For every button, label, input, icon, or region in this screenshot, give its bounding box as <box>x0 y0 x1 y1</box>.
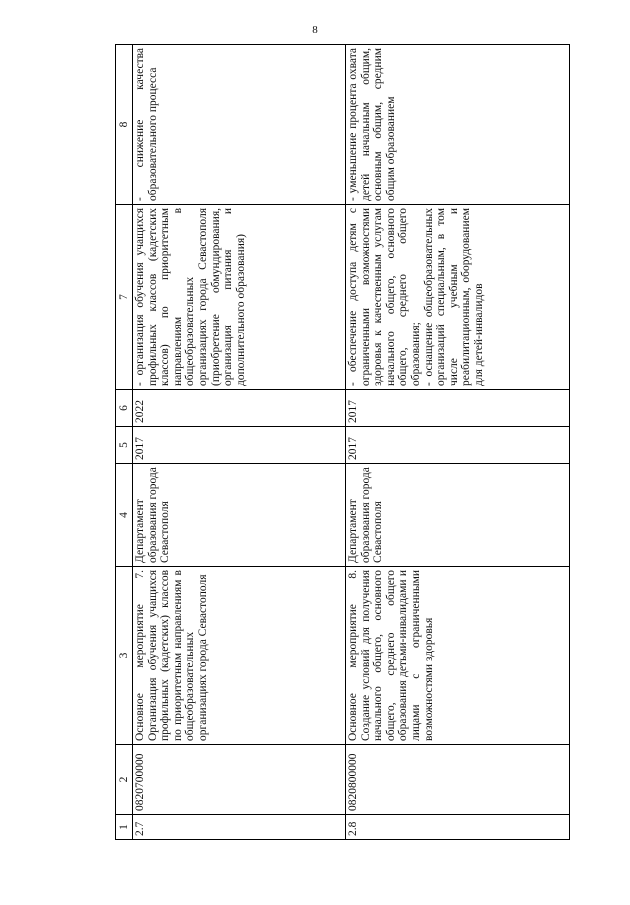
executor: Департамент образования города Севастополя <box>133 464 346 567</box>
header-col-7: 7 <box>116 205 133 390</box>
table-row <box>346 45 570 840</box>
rotated-table-container <box>115 45 570 840</box>
end-year: 2017 <box>346 390 570 427</box>
header-row <box>116 45 133 840</box>
header-col-8: 8 <box>116 45 133 205</box>
header-col-2: 2 <box>116 745 133 815</box>
measures-table <box>115 44 570 840</box>
header-col-1: 1 <box>116 815 133 840</box>
header-col-5: 5 <box>116 427 133 464</box>
start-year: 2017 <box>133 427 346 464</box>
budget-code: 0820800000 <box>346 745 570 815</box>
page-number: 8 <box>312 24 318 36</box>
header-col-6: 6 <box>116 390 133 427</box>
end-year: 2022 <box>133 390 346 427</box>
header-col-4: 4 <box>116 464 133 567</box>
consequence: - уменьшение процента охвата детей начальным общим, основным общим, средним общим образованием <box>346 45 570 205</box>
row-number: 2.7 <box>133 815 346 840</box>
measure-name: Основное мероприятие 7. Организация обучения учащихся профильных (кадетских) классов по приоритетным направлениям в общеобразовательных организациях города Севастополя <box>133 567 346 745</box>
row-number: 2.8 <box>346 815 570 840</box>
consequence: - снижение качества образовательного процесса <box>133 45 346 205</box>
start-year: 2017 <box>346 427 570 464</box>
table-row <box>133 45 346 840</box>
executor: Департамент образования города Севастополя <box>346 464 570 567</box>
budget-code: 0820700000 <box>133 745 346 815</box>
expected-result: - организация обучения учащихся профильных классов (кадетских классов) по приоритетным направлениям в общеобразовательных организациях города Севастополя (приобретение обмундирования, организация питания и дополнительного образования) <box>133 205 346 390</box>
measure-name: Основное мероприятие 8. Создание условий для получения начального общего, основного общего, среднего общего образования детьми-инвалидами и лицами с ограниченными возможностями здоровья <box>346 567 570 745</box>
header-col-3: 3 <box>116 567 133 745</box>
expected-result: - обеспечение доступа детям с ограниченными возможностями здоровья к качественным услугам начального общего, основного общего, среднего общего образования; - оснащение общеобразовательных организаций специальным, в том числе учебным и реабилитационным, оборудованием для детей-инвалидов <box>346 205 570 390</box>
